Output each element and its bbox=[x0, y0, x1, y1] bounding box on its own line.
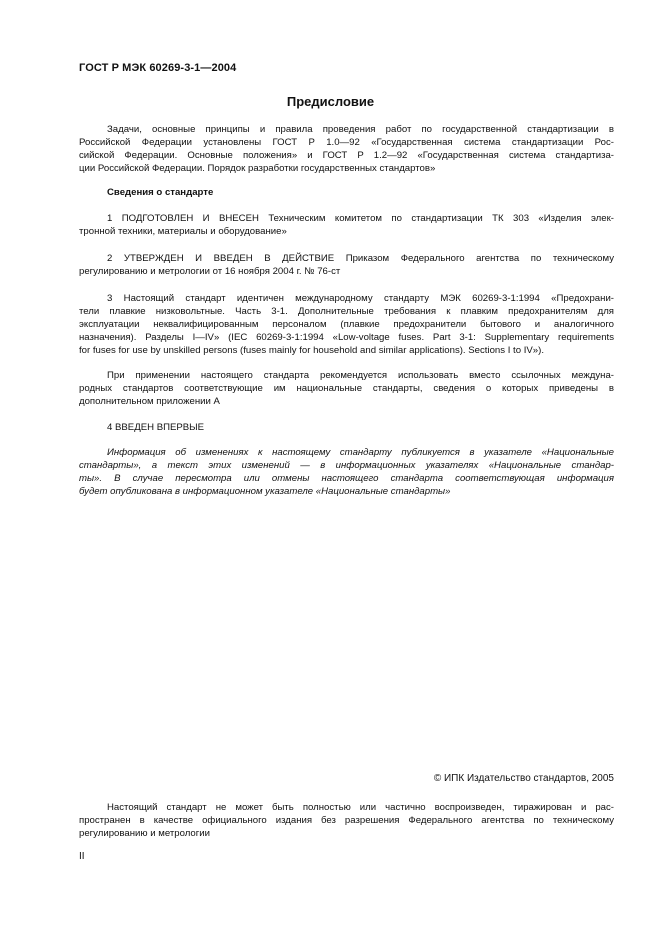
text-line: стандарты», а текст этих изменений — в информационных указателях «Национальные стандар- bbox=[79, 460, 614, 471]
text-line: тели плавкие низковольтные. Часть 3-1. Дополнительные требования к плавким предохранителям для bbox=[79, 306, 614, 317]
text-line: 4 ВВЕДЕН ВПЕРВЫЕ bbox=[107, 422, 205, 433]
text-line: Информация об изменениях к настоящему стандарту публикуется в указателе «Национальные bbox=[107, 447, 614, 458]
text-line: родных стандартов соответствующие им национальные стандарты, сведения о которых приведены в bbox=[79, 383, 614, 394]
text-line: ты». В случае пересмотра или отмены настоящего стандарта соответствующая информация bbox=[79, 473, 614, 484]
section-subheading: Сведения о стандарте bbox=[107, 187, 214, 198]
text-line: Задачи, основные принципы и правила проведения работ по государственной стандартизации в bbox=[107, 124, 614, 135]
text-line: 1 ПОДГОТОВЛЕН И ВНЕСЕН Техническим комитетом по стандартизации ТК 303 «Изделия элек- bbox=[107, 213, 614, 224]
copyright-notice: © ИПК Издательство стандартов, 2005 bbox=[433, 773, 614, 784]
text-line: дополнительном приложении А bbox=[79, 396, 220, 407]
text-line: ции Российской Федерации. Порядок разработки государственных стандартов» bbox=[79, 163, 436, 174]
page-number: II bbox=[79, 851, 85, 862]
standard-info-heading bbox=[79, 186, 614, 199]
item-4-paragraph bbox=[79, 421, 614, 434]
text-line: назначения). Разделы I—IV» (IEC 60269-3-1:1994 «Low-voltage fuses. Part 3-1: Supplementary requirements bbox=[79, 332, 614, 343]
intro-paragraph bbox=[79, 123, 614, 175]
text-line: регулированию и метрологии от 16 ноября 2004 г. № 76-ст bbox=[79, 266, 341, 277]
text-line: for fuses for use by unskilled persons (fuses mainly for household and similar applications). Sections I to IV»). bbox=[79, 345, 544, 356]
text-line: тронной техники, материалы и оборудование» bbox=[79, 226, 287, 237]
text-line: При применении настоящего стандарта рекомендуется использовать вместо ссылочных междуна- bbox=[107, 370, 614, 381]
text-line: эксплуатации неквалифицированным персоналом (плавкие предохранители бытового и аналогичного bbox=[79, 319, 614, 330]
text-line: пространен в качестве официального издания без разрешения Федерального агентства по техническому bbox=[79, 815, 614, 826]
references-paragraph bbox=[79, 369, 614, 408]
text-line: Настоящий стандарт не может быть полностью или частично воспроизведен, тиражирован и рас- bbox=[107, 802, 614, 813]
reproduction-notice bbox=[79, 801, 614, 840]
item-2-paragraph bbox=[79, 252, 614, 278]
text-line: регулированию и метрологии bbox=[79, 828, 210, 839]
text-line: Российской Федерации установлены ГОСТ Р 1.0—92 «Государственная система стандартизации Рос- bbox=[79, 137, 614, 148]
item-1-paragraph bbox=[79, 212, 614, 238]
changes-info-paragraph bbox=[79, 446, 614, 498]
text-line: будет опубликована в информационном указателе «Национальные стандарты» bbox=[79, 486, 451, 497]
text-line: сийской Федерации. Основные положения» и ГОСТ Р 1.2—92 «Государственная система стандартиза- bbox=[79, 150, 614, 161]
text-line: 3 Настоящий стандарт идентичен международному стандарту МЭК 60269-3-1:1994 «Предохрани- bbox=[107, 293, 614, 304]
document-header: ГОСТ Р МЭК 60269-3-1—2004 bbox=[79, 62, 237, 74]
page-title: Предисловие bbox=[286, 94, 375, 109]
item-3-paragraph bbox=[79, 292, 614, 357]
text-line: 2 УТВЕРЖДЕН И ВВЕДЕН В ДЕЙСТВИЕ Приказом Федерального агентства по техническому bbox=[107, 253, 614, 264]
